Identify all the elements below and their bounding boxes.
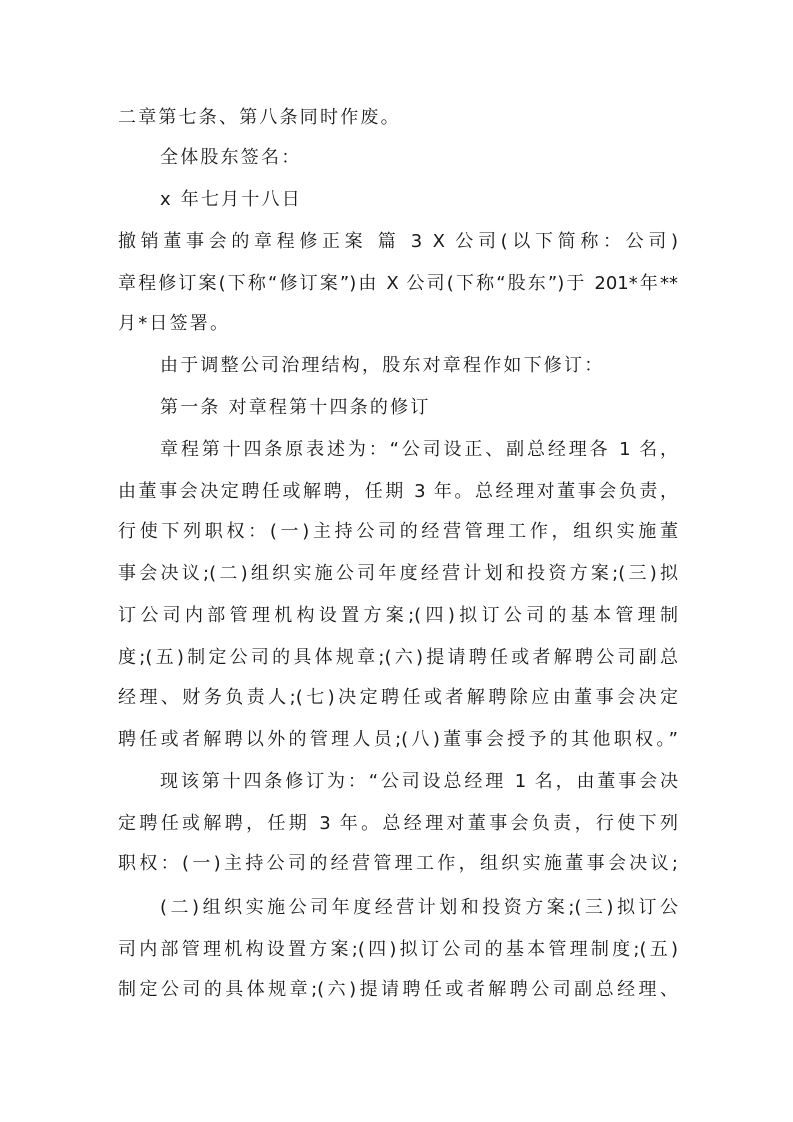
text-line: 事会决议;(二)组织实施公司年度经营计划和投资方案;(三)拟 — [118, 563, 678, 584]
text-line: 司内部管理机构设置方案;(四)拟订公司的基本管理制度;(五) — [118, 939, 678, 960]
text-line: 由董事会决定聘任或解聘，任期 3 年。总经理对董事会负责， — [118, 481, 678, 502]
text-line: 撤销董事会的章程修正案 篇 3 X 公司(以下简称：公司) — [118, 231, 678, 252]
text-line: 第一条 对章程第十四条的修订 — [160, 397, 431, 418]
text-line: 经理、财务负责人;(七)决定聘任或者解聘除应由董事会决定 — [118, 687, 678, 708]
text-line: x 年七月十八日 — [160, 189, 302, 210]
text-line: (二)组织实施公司年度经营计划和投资方案;(三)拟订公 — [160, 897, 678, 918]
text-line: 订公司内部管理机构设置方案;(四)拟订公司的基本管理制 — [118, 605, 678, 626]
text-line: 由于调整公司治理结构，股东对章程作如下修订： — [160, 355, 605, 376]
text-line: 二章第七条、第八条同时作废。 — [118, 107, 401, 128]
text-line: 章程第十四条原表述为：“公司设正、副总经理各 1 名， — [160, 439, 678, 460]
text-line: 现该第十四条修订为：“公司设总经理 1 名，由董事会决 — [160, 771, 678, 792]
text-line: 聘任或者解聘以外的管理人员;(八)董事会授予的其他职权。” — [118, 729, 678, 750]
text-line: 职权：(一)主持公司的经营管理工作，组织实施董事会决议; — [118, 853, 678, 874]
text-line: 制定公司的具体规章;(六)提请聘任或者解聘公司副总经理、 — [118, 979, 678, 1000]
text-line: 度;(五)制定公司的具体规章;(六)提请聘任或者解聘公司副总 — [118, 647, 678, 668]
text-line: 定聘任或解聘，任期 3 年。总经理对董事会负责，行使下列 — [118, 813, 678, 834]
text-line: 全体股东签名： — [160, 147, 302, 168]
text-line: 月*日签署。 — [118, 313, 231, 334]
text-line: 行使下列职权：(一)主持公司的经营管理工作，组织实施董 — [118, 521, 678, 542]
text-line: 章程修订案(下称“修订案”)由 X 公司(下称“股东”)于 201*年** — [118, 273, 678, 294]
